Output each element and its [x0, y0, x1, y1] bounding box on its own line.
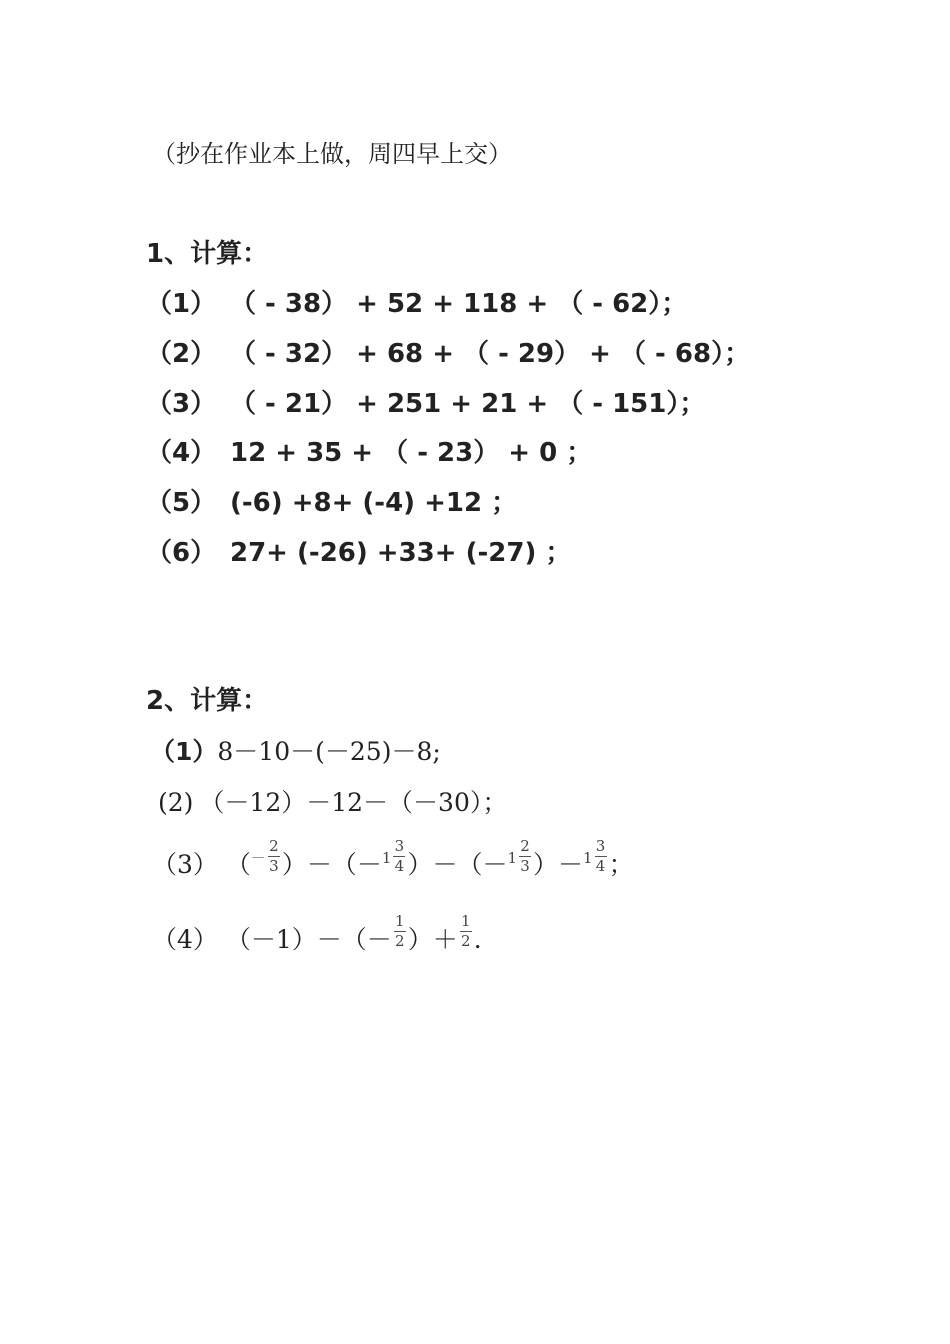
- fraction: [460, 914, 472, 949]
- operator-text: ）－（－: [407, 850, 508, 879]
- problem-number: (2): [158, 788, 194, 817]
- denominator: 4: [595, 857, 606, 875]
- numerator: 1: [395, 912, 405, 930]
- numerator: 2: [269, 837, 279, 855]
- problem-1-6: [146, 532, 571, 569]
- fraction: [394, 914, 406, 949]
- fraction: [268, 839, 280, 874]
- open-paren: （: [225, 850, 251, 879]
- whole-part: 1: [583, 849, 593, 867]
- section-1-heading: 1、计算：: [146, 239, 269, 269]
- problem-2-1: [150, 732, 441, 768]
- numerator: 3: [394, 837, 405, 855]
- problem-expression: (-6) +8+ (-4) +12 ；: [230, 488, 518, 518]
- problem-expression: （ - 32） + 68 + （ - 29） + （ - 68）；: [230, 339, 751, 369]
- problem-2-3: [152, 837, 634, 884]
- problem-expression: （－12）－12－（－30）；: [199, 788, 508, 817]
- end-mark: ；: [608, 850, 634, 879]
- problem-expression: （ - 38） + 52 + 118 + （ - 62）；: [230, 289, 688, 319]
- problem-number: （3）: [152, 850, 218, 879]
- homework-note: （抄在作业本上做，周四早上交）: [152, 140, 512, 168]
- numerator: 3: [595, 837, 606, 855]
- denominator: 2: [461, 932, 471, 950]
- problem-1-4: [146, 432, 592, 469]
- problem-number: （2）: [146, 339, 217, 369]
- problem-number: （6）: [146, 538, 217, 568]
- denominator: 3: [269, 857, 279, 875]
- denominator: 3: [520, 857, 530, 875]
- fraction: [393, 839, 405, 874]
- problem-2-2: [158, 783, 507, 819]
- whole-part: 1: [507, 849, 518, 867]
- problem-1-1: [146, 283, 687, 320]
- numerator: 1: [461, 912, 471, 930]
- problem-1-3: [146, 383, 705, 420]
- minus-sign: －: [250, 849, 266, 867]
- fraction: [519, 839, 531, 874]
- whole-part: 1: [381, 849, 392, 867]
- problem-number: （4）: [146, 438, 217, 468]
- problem-number: （1）: [146, 289, 217, 319]
- problem-number: （3）: [146, 389, 217, 419]
- fraction: [595, 839, 607, 874]
- numerator: 2: [520, 837, 530, 855]
- problem-2-4: [152, 912, 482, 959]
- denominator: 4: [394, 857, 405, 875]
- denominator: 2: [395, 932, 405, 950]
- operator-text: ）＋: [407, 925, 458, 954]
- operator-text: （－1）－（－: [225, 925, 392, 954]
- problem-1-5: [146, 482, 517, 519]
- end-mark: .: [473, 925, 482, 954]
- operator-text: ）－: [533, 850, 584, 879]
- problem-expression: （ - 21） + 251 + 21 + （ - 151）；: [230, 389, 706, 419]
- section-2-heading: 2、计算：: [146, 686, 269, 716]
- problem-number: （4）: [152, 925, 218, 954]
- problem-number: （5）: [146, 488, 217, 518]
- problem-1-2: [146, 333, 750, 370]
- problem-expression: 27+ (-26) +33+ (-27) ；: [230, 538, 572, 568]
- problem-number: （1）: [150, 737, 218, 766]
- problem-expression: 8－10－(－25)－8;: [217, 737, 441, 766]
- operator-text: ）－（－: [281, 850, 382, 879]
- problem-expression: 12 + 35 + （ - 23） + 0 ；: [230, 438, 593, 468]
